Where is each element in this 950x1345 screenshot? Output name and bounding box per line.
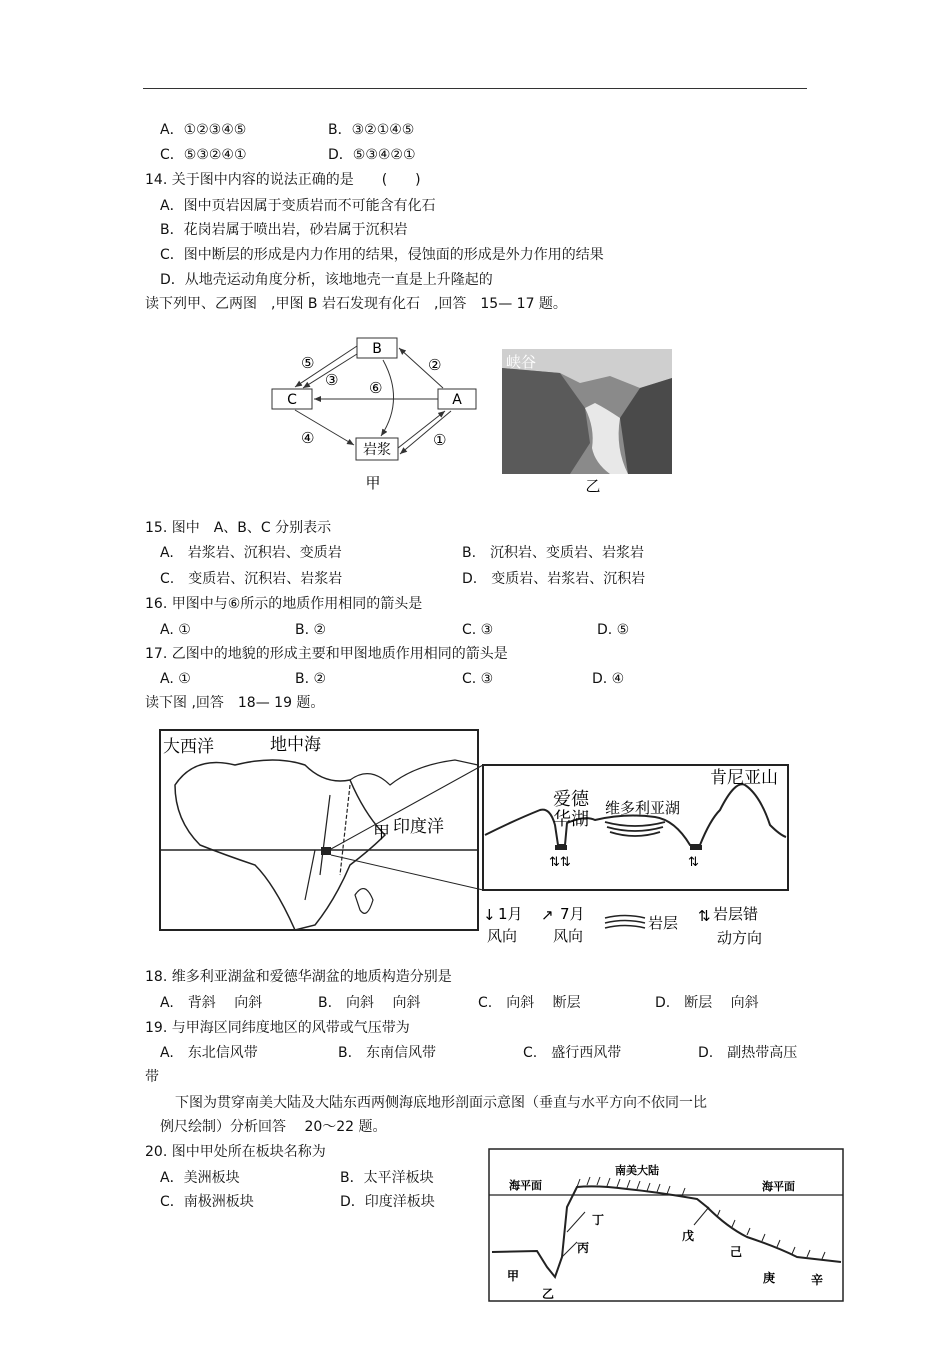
q19-stem: 19. 与甲海区同纬度地区的风带或气压带为 [145, 1020, 410, 1036]
q15-option-c: C. 变质岩、沉积岩、岩浆岩 [160, 571, 343, 587]
label-6: ⑥ [369, 379, 383, 397]
q20-option-d: D．印度洋板块 [340, 1194, 435, 1210]
legend-strata-icon [605, 916, 645, 929]
point-jia: 甲 [507, 1269, 520, 1283]
q16-option-d: D. ⑤ [597, 622, 630, 638]
point-xin: 辛 [811, 1273, 824, 1287]
label-edward-2: 华湖 [553, 809, 589, 830]
point-bing: 丙 [577, 1241, 590, 1255]
label-south-america: 南美大陆 [615, 1164, 659, 1177]
q14-option-d: D．从地壳运动角度分析，该地地壳一直是上升隆起的 [160, 272, 493, 288]
label-sea-level-left: 海平面 [509, 1179, 542, 1192]
q13-option-a: A．①②③④⑤ [160, 122, 247, 138]
edward-lake-basin [555, 845, 567, 850]
box-a-label: A [452, 392, 462, 408]
q20-stem: 20. 图中甲处所在板块名称为 [145, 1144, 326, 1160]
label-2: ② [428, 356, 442, 374]
box-c-label: C [287, 392, 297, 408]
legend-strata: 岩层 [648, 914, 679, 932]
q16-option-c: C. ③ [462, 622, 494, 638]
label-indian-ocean: 印度洋 [393, 817, 444, 837]
label-4: ④ [301, 429, 315, 447]
point-ding: 丁 [592, 1213, 605, 1227]
q19-option-d-cont: 带 [145, 1069, 159, 1085]
q17-option-b: B. ② [295, 671, 327, 687]
q20-option-a: A．美洲板块 [160, 1170, 240, 1186]
intro-20-22-line1: 下图为贯穿南美大陆及大陆东西两侧海底地形剖面示意图（垂直与水平方向不依同一比 [175, 1095, 707, 1111]
rock-cycle-diagram [265, 330, 485, 495]
photo-label-canyon: 峡谷 [506, 353, 537, 371]
label-3: ③ [325, 371, 339, 389]
q17-stem: 17. 乙图中的地貌的形成主要和甲图地质作用相同的箭头是 [145, 646, 508, 662]
q18-stem: 18. 维多利亚湖盆和爱德华湖盆的地质构造分别是 [145, 969, 452, 985]
q20-option-b: B．太平洋板块 [340, 1170, 434, 1186]
q19-option-b: B. 东南信风带 [338, 1045, 437, 1061]
legend-fault-1: 岩层错 [713, 905, 759, 923]
q14-option-a: A．图中页岩因属于变质岩而不可能含有化石 [160, 198, 436, 214]
q15-option-b: B. 沉积岩、变质岩、岩浆岩 [462, 545, 645, 561]
legend-jul-2: 风向 [553, 927, 584, 945]
q16-option-a: A. ① [160, 622, 191, 638]
south-america-profile [487, 1147, 847, 1305]
legend-jan-1: 1月 [498, 905, 523, 923]
label-edward-1: 爱德 [553, 789, 589, 810]
intro-20-22-line2: 例尺绘制）分析回答 20～22 题。 [160, 1119, 387, 1135]
label-1: ① [433, 431, 447, 449]
legend-fault-icon: ⇅ [698, 907, 711, 925]
q17-option-d: D. ④ [592, 671, 625, 687]
point-geng: 庚 [763, 1271, 776, 1285]
q17-option-a: A. ① [160, 671, 191, 687]
q19-option-c: C. 盛行西风带 [523, 1045, 622, 1061]
q18-option-d: D. 断层 向斜 [655, 995, 759, 1011]
q18-option-c: C. 向斜 断层 [478, 995, 581, 1011]
legend-jul-icon: ↗ [541, 906, 554, 924]
q14-option-b: B．花岗岩属于喷出岩，砂岩属于沉积岩 [160, 222, 408, 238]
q17-option-c: C. ③ [462, 671, 494, 687]
label-kenya-mountain: 肯尼亚山 [710, 768, 778, 788]
east-africa-figure [155, 725, 795, 955]
box-b-label: B [372, 341, 382, 357]
caption-yi: 乙 [585, 477, 601, 495]
label-5: ⑤ [301, 354, 315, 372]
intro-18-19: 读下图 ,回答 18— 19 题。 [145, 695, 325, 711]
q16-option-b: B. ② [295, 622, 327, 638]
q16-stem: 16. 甲图中与⑥所示的地质作用相同的箭头是 [145, 596, 423, 612]
east-rift-basin [690, 845, 702, 850]
fault-arrows-left: ⇅⇅ [549, 855, 571, 870]
q19-option-d: D. 副热带高压 [698, 1045, 798, 1061]
point-wu: 戊 [682, 1229, 695, 1243]
point-yi: 乙 [542, 1287, 555, 1301]
header-rule [143, 88, 807, 89]
intro-15-17: 读下列甲、乙两图 ,甲图 B 岩石发现有化石 ,回答 15— 17 题。 [145, 296, 567, 312]
canyon-photo [500, 348, 675, 498]
legend-jan-icon: ↓ [483, 906, 496, 924]
label-sea-level-right: 海平面 [762, 1180, 795, 1193]
box-magma-label: 岩浆 [363, 442, 391, 458]
label-victoria: 维多利亚湖 [605, 799, 681, 817]
q15-option-d: D. 变质岩、岩浆岩、沉积岩 [462, 571, 646, 587]
lake-marker [321, 847, 331, 855]
arrow-b-to-magma [381, 360, 394, 436]
label-mediterranean: 地中海 [270, 735, 321, 755]
q13-option-b: B．③②①④⑤ [328, 122, 415, 138]
legend-jul-1: 7月 [560, 905, 585, 923]
legend-jan-2: 风向 [487, 927, 518, 945]
q19-option-a: A. 东北信风带 [160, 1045, 258, 1061]
q14-option-c: C．图中断层的形成是内力作用的结果，侵蚀面的形成是外力作用的结果 [160, 247, 604, 263]
q15-stem: 15. 图中 A、B、C 分别表示 [145, 520, 332, 536]
point-ji: 己 [730, 1245, 743, 1259]
q18-option-a: A. 背斜 向斜 [160, 995, 263, 1011]
caption-jia: 甲 [365, 474, 381, 492]
fault-arrows-right: ⇅ [688, 855, 699, 870]
q15-option-a: A. 岩浆岩、沉积岩、变质岩 [160, 545, 342, 561]
label-atlantic: 大西洋 [163, 737, 214, 757]
legend-fault-2: 动方向 [717, 929, 763, 947]
q13-option-d: D．⑤③④②① [328, 147, 416, 163]
q18-option-b: B. 向斜 向斜 [318, 995, 421, 1011]
label-jia-sea: 甲 [373, 823, 390, 843]
q20-option-c: C．南极洲板块 [160, 1194, 254, 1210]
q14-stem: 14. 关于图中内容的说法正确的是 ( ) [145, 172, 421, 188]
profile-frame [489, 1149, 843, 1301]
q13-option-c: C．⑤③②④① [160, 147, 247, 163]
